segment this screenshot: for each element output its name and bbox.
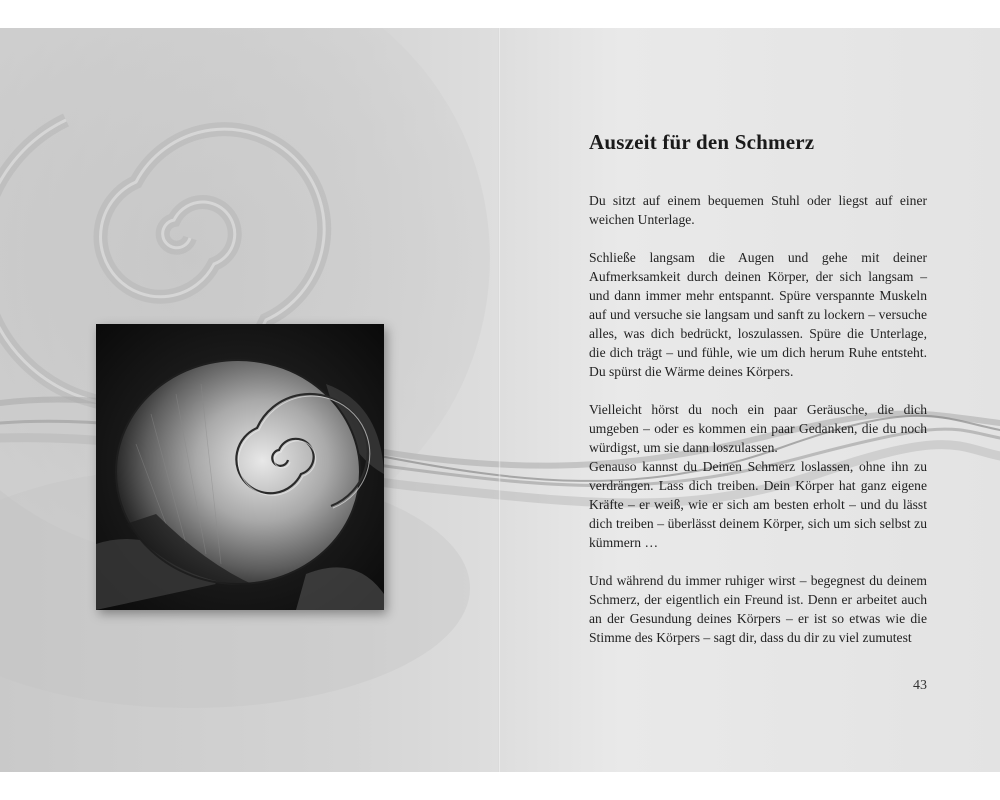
- chapter-heading: Auszeit für den Schmerz: [589, 130, 815, 154]
- page-number: 43: [913, 678, 927, 693]
- paragraph: Du sitzt auf einem bequemen Stuhl oder liegst auf einer weichen Unterlage.: [589, 193, 927, 227]
- paragraph: Genauso kannst du Deinen Schmerz loslassen, ohne ihn zu verdrängen. Lass dich treiben. Dein Körper hat ganz eigene Kräfte – er weiß, wie er sich am besten erholt – und du lässt dich treiben – überlässt deinem Körper, sich um sich selbst zu kümmern …: [589, 459, 927, 550]
- paragraph: Vielleicht hörst du noch ein paar Geräusche, die dich umgeben – oder es kommen ein paar Gedanken, die du noch würdigst, um sie dann loszulassen.: [589, 402, 927, 455]
- snail-shell-photo: [96, 324, 384, 610]
- page-text-column: [589, 130, 927, 647]
- snail-shell-illustration: [96, 324, 384, 610]
- book-gutter: [498, 28, 501, 772]
- paragraph: Und während du immer ruhiger wirst – begegnest du deinem Schmerz, der eigentlich ein Freund ist. Denn er arbeitet auch an der Gesundung deines Körpers – er ist so etwas wie die Stimme des Körpers – sagt dir, dass du dir zu viel zumutest: [589, 573, 927, 645]
- paragraph: Schließe langsam die Augen und gehe mit deiner Aufmerksamkeit durch deinen Körper, der sich langsam – und dann immer mehr entspannt. Spüre verspannte Muskeln auf und versuche sie langsam und sanft zu lockern – versuche alles, was dich bedrückt, loszulassen. Spüre die Unterlage, die dich trägt – und fühle, wie um dich herum Ruhe entsteht. Du spürst die Wärme deines Körpers.: [589, 250, 927, 379]
- book-spread: [0, 28, 1000, 772]
